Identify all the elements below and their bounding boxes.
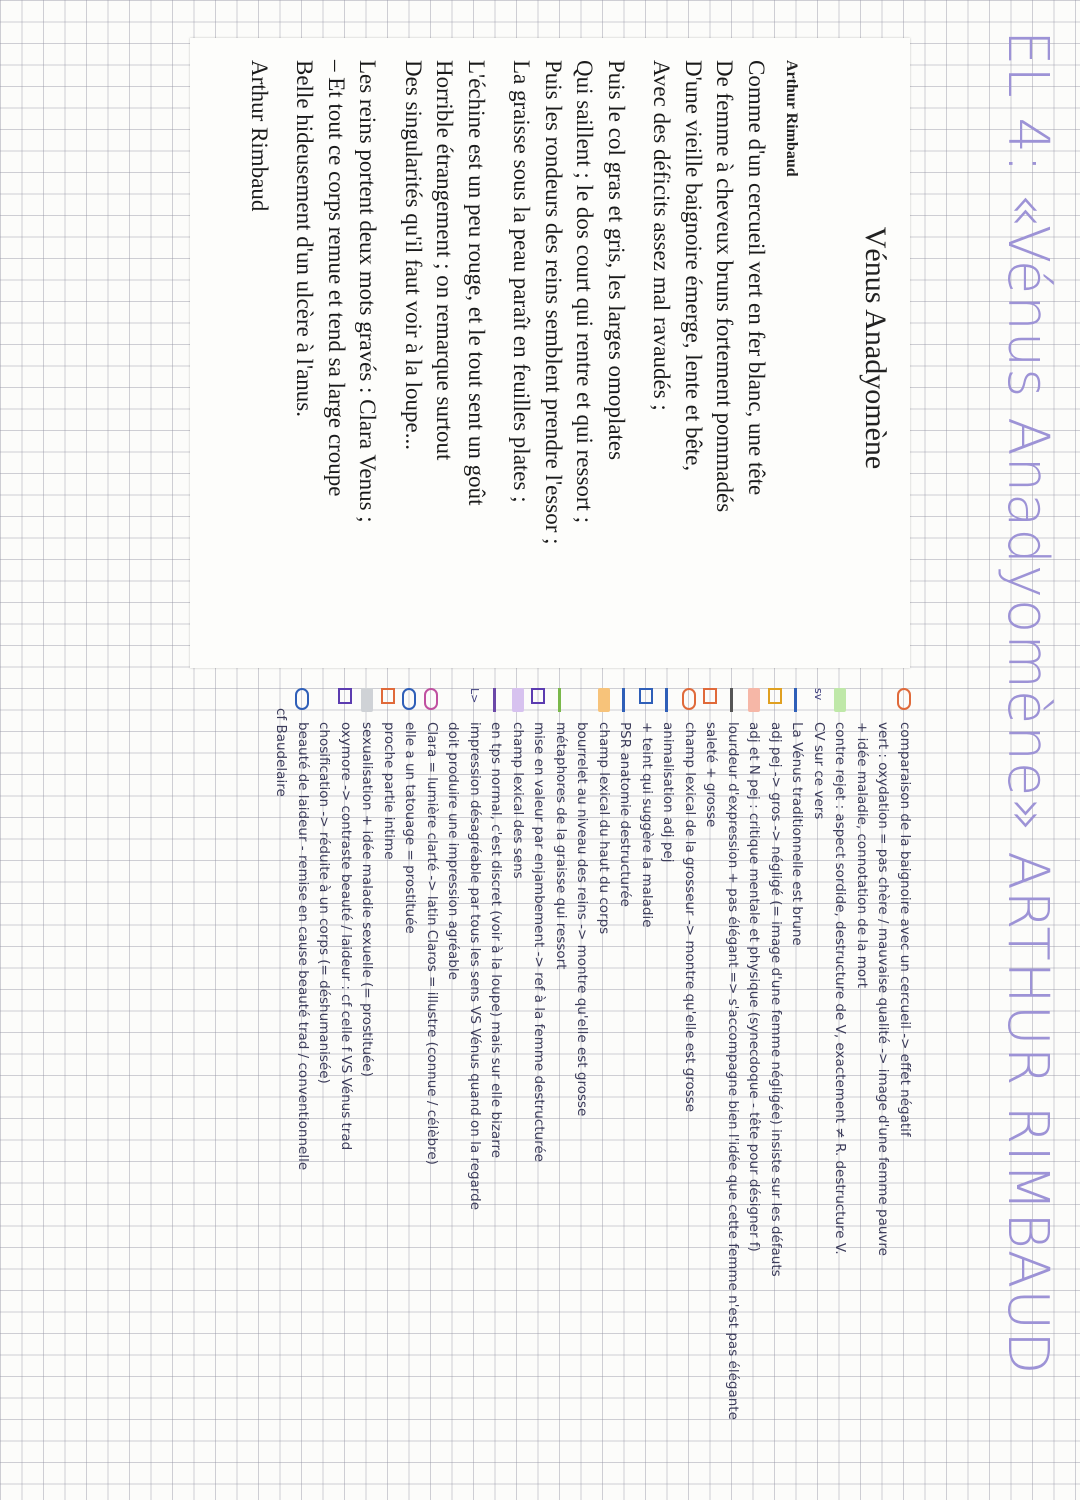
annotation-row [722,688,744,1488]
poem-lines [244,60,773,660]
annotation-text: PSR anatomie destructurée [617,722,634,907]
legend-marker-icon [424,688,438,710]
legend-marker-icon [362,688,374,712]
annotation-row [528,688,550,1488]
annotation-row [313,688,335,1488]
poem-author-bottom: Arthur Rimbaud [247,60,272,212]
legend-marker-icon [494,688,497,712]
annotation-row [507,688,529,1488]
annotation-row [808,688,830,1488]
annotation-row [442,688,464,1488]
annotation-row [700,688,722,1488]
poem-line: Avec des déficits assez mal ravaudés ; [649,60,675,411]
annotation-row [593,688,615,1488]
poem-line: Qui saillent ; le dos court qui rentre et qui ressort ; [572,60,598,524]
legend-marker-icon [381,688,395,704]
annotation-text: + idée maladie, connotation de la mort [854,722,870,988]
poem-line: De femme à cheveux bruns fortement pommadés [712,60,738,513]
annotation-text: impression désagréable par tous les sens VS Vénus quand on la regarde [467,722,483,1211]
legend-marker-icon [295,688,309,710]
legend-marker-icon [639,688,653,704]
annotation-row [743,688,765,1488]
annotation-text: lourdeur d'expression + pas élégant => s'accompagne bien l'idée que cette femme n'est pas élégante [725,722,741,1420]
annotation-row [872,688,894,1488]
annotation-row [464,688,486,1488]
annotation-row [894,688,916,1488]
poem-line: Puis les rondeurs des reins semblent prendre l'essor ; [541,60,566,545]
poem-line: Puis le col gras et gris, les larges omoplates [604,60,629,461]
annotation-row [765,688,787,1488]
annotation-text: proche partie intime [381,722,397,860]
poem-line: Des singularités qu'il faut voir à la loupe... [401,60,426,450]
legend-marker-icon [749,688,761,712]
annotation-row [786,688,808,1488]
legend-marker-icon [598,688,610,712]
annotation-row [335,688,357,1488]
legend-marker-icon [666,688,669,712]
poem-line: Horrible étrangement ; on remarque surtout [432,60,458,461]
poem-line: L'échine est un peu rouge, et le tout sent un goût [464,60,489,506]
annotation-text: saleté + grosse [703,722,720,828]
annotation-row [679,688,701,1488]
page-title: EL 4: «Vénus Anadyomène» ARTHUR RIMBAUD [995,30,1060,1376]
annotation-row [829,688,851,1488]
annotation-text: + teint qui suggère la maladie [639,722,655,928]
annotation-text: elle a un tatouage = prostituée [402,722,419,934]
annotation-text: mise en valeur par enjambement -> ref à la femme destructurée [531,722,548,1162]
poem-line: Belle hideusement d'un ulcère à l'anus. [292,60,318,418]
annotation-text: vert : oxydation = pas chère / mauvaise qualité -> image d'une femme pauvre [875,722,892,1256]
annotation-row [399,688,421,1488]
poem-title: Vénus Anadyomène [859,226,892,470]
annotation-text: beauté de laideur - remise en cause beauté trad / conventionnelle [295,722,311,1171]
legend-marker-icon [512,688,524,712]
annotation-text: contre rejet : aspect sordide, destructure de V, exactement ≠ R. destructure V. [832,722,849,1255]
annotation-text: champ lexical des sens [510,722,526,879]
annotation-text: champ lexical de la grosseur -> montre qu'elle est grosse [682,722,698,1113]
legend-marker-icon [623,688,626,712]
annotation-text: cf Baudelaire [273,708,290,797]
annotation-row [571,688,593,1488]
annotation-text: La Vénus traditionnelle est brune [789,722,806,946]
annotation-row [356,688,378,1488]
annotation-text: doit produire une impression agréable [445,722,462,980]
annotation-row [851,688,873,1488]
annotation-text: oxymore -> contraste beauté / laideur : cf celle f VS Vénus trad [338,722,354,1151]
annotation-row [657,688,679,1488]
annotation-row [636,688,658,1488]
legend-marker-icon [768,688,782,704]
annotation-list [270,688,915,1488]
poem-line: – Et tout ce corps remue et tend sa large croupe [324,60,349,497]
legend-marker-icon [682,688,696,710]
poem-line: Les reins portent deux mots gravés : Clara Venus ; [355,60,381,523]
legend-marker-icon [795,688,798,712]
annotation-text: comparaison de la baignoire avec un cercueil -> effet négatif [897,722,913,1137]
printed-poem-card [190,38,910,668]
annotation-text: en tps normal, c'est discret (voir à la loupe) mais sur elle bizarre [488,722,505,1159]
legend-marker-icon [403,688,417,710]
annotation-text: chosification -> réduite à un corps (= déshumanisée) [316,722,333,1084]
annotation-text: animalisation adj pej [660,722,677,863]
legend-marker-icon [338,688,352,704]
annotation-text: CV sur ce vers [811,722,827,820]
annotation-row [550,688,572,1488]
annotation-text: sexualisation + idée maladie sexuelle (= prostituée) [359,722,376,1077]
legend-marker-icon: sv [812,688,825,701]
legend-marker-icon [730,688,733,712]
annotation-row [292,688,314,1488]
annotation-row [378,688,400,1488]
legend-marker-icon: L> [468,688,481,704]
annotation-row [270,688,292,1488]
poem-author-top: Arthur Rimbaud [783,60,800,177]
annotation-row [485,688,507,1488]
annotation-row [421,688,443,1488]
poem-line: La graisse sous la peau paraît en feuilles plates ; [509,60,535,503]
legend-marker-icon [704,688,718,704]
poem-line: Comme d'un cercueil vert en fer blanc, une tête [744,60,769,496]
legend-marker-icon [532,688,546,704]
annotation-text: adj pej -> gros -> négligé (= image d'une femme négligée) insiste sur les défauts [768,722,784,1277]
annotation-text: métaphores de la graisse qui ressort [553,722,569,970]
annotation-text: Clara = lumière clarté -> latin Claros = illustre (connue / célèbre) [424,722,440,1165]
poem-line: D'une vieille baignoire émerge, lente et bête, [681,60,706,472]
annotation-row [614,688,636,1488]
annotation-text: champ lexical du haut du corps [596,722,612,935]
annotation-text: adj et N pej : critique mentale et physique (synecdoque - tête pour désigner f) [746,722,763,1252]
annotation-text: bourrelet au niveau des reins -> montre qu'elle est grosse [574,722,591,1117]
legend-marker-icon [835,688,847,712]
legend-marker-icon [897,688,911,710]
legend-marker-icon [558,688,561,712]
